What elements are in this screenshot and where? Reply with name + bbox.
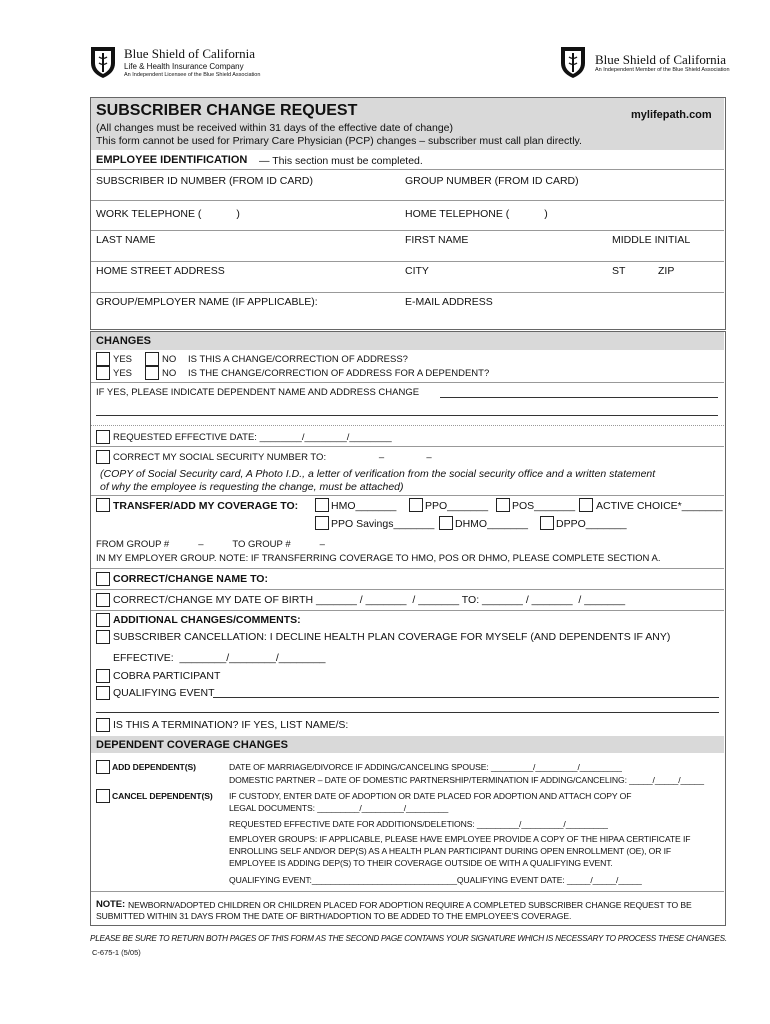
cancellation-checkbox[interactable] [96, 630, 110, 644]
dppo-checkbox[interactable] [540, 516, 554, 530]
cancel-dependent-label: CANCEL DEPENDENT(S) [112, 791, 213, 801]
dependent-yes-checkbox[interactable] [96, 366, 110, 380]
transfer-checkbox[interactable] [96, 498, 110, 512]
divider [91, 200, 724, 201]
yes-label: YES [113, 354, 133, 365]
marriage-date-field[interactable]: DATE OF MARRIAGE/DIVORCE IF ADDING/CANCELING SPOUSE: _________/_________/_________ [229, 762, 622, 772]
dhmo-label: DHMO_______ [455, 518, 528, 530]
dhmo-checkbox[interactable] [439, 516, 453, 530]
brand-line3-left: An Independent Licensee of the Blue Shield Association [124, 72, 261, 78]
header-note-2: This form cannot be used for Primary Care Physician (PCP) changes – subscriber must call plan directly. [96, 135, 582, 147]
shield-logo-icon [560, 45, 586, 79]
termination-field[interactable]: IS THIS A TERMINATION? IF YES, LIST NAME/S: [113, 719, 349, 731]
qualifying-event-checkbox[interactable] [96, 686, 110, 700]
divider [91, 446, 724, 447]
group-number-field[interactable]: GROUP NUMBER (FROM ID CARD) [405, 175, 579, 187]
change-name-checkbox[interactable] [96, 572, 110, 586]
pos-label: POS_______ [512, 500, 576, 512]
divider [91, 292, 724, 293]
termination-checkbox[interactable] [96, 718, 110, 732]
ssn-note-1: (COPY of Social Security card, A Photo I.D., a letter of verification from the social security office and a written statement [100, 468, 656, 480]
from-group-field[interactable]: FROM GROUP # – TO GROUP # – [96, 539, 325, 550]
ppo-savings-checkbox[interactable] [315, 516, 329, 530]
divider [91, 261, 724, 262]
ppo-savings-label: PPO Savings_______ [331, 518, 435, 530]
dependent-no-checkbox[interactable] [145, 366, 159, 380]
return-reminder: PLEASE BE SURE TO RETURN BOTH PAGES OF THIS FORM AS THE SECOND PAGE CONTAINS YOUR SIGNATURE WHICH IS NECESSARY TO PROCESS THESE CHANGES. [90, 934, 727, 943]
cobra-checkbox[interactable] [96, 669, 110, 683]
birth-date-checkbox[interactable] [96, 593, 110, 607]
ssn-note-2: of why the employee is requesting the change, must be attached) [100, 481, 404, 493]
note-line-2: SUBMITTED WITHIN 31 DAYS FROM THE DATE OF BIRTH/ADOPTION TO BE ADDED TO THE EMPLOYEE'S COVERAGE. [96, 911, 572, 921]
qualifying-event-label: QUALIFYING EVENT [113, 687, 215, 699]
divider [91, 425, 724, 426]
active-choice-checkbox[interactable] [579, 498, 593, 512]
divider [91, 891, 724, 892]
hmo-checkbox[interactable] [315, 498, 329, 512]
transfer-label: TRANSFER/ADD MY COVERAGE TO: [113, 500, 299, 512]
dppo-label: DPPO_______ [556, 518, 627, 530]
divider [91, 495, 724, 496]
dependent-address-input-2[interactable] [96, 415, 718, 416]
divider [91, 169, 724, 170]
active-choice-label: ACTIVE CHOICE*_______ [596, 500, 723, 512]
employer-groups-note-3: EMPLOYEE IS ADDING DEP(S) TO THEIR COVERAGE OUTSIDE OE WITH A QUALIFYING EVENT. [229, 858, 613, 868]
qualifying-event-input[interactable] [213, 697, 719, 698]
header-note-1: (All changes must be received within 31 days of the effective date of change) [96, 122, 454, 134]
email-field[interactable]: E-MAIL ADDRESS [405, 296, 493, 308]
dependent-qualifying-event-field[interactable]: QUALIFYING EVENT:_______________________________QUALIFYING EVENT DATE: _____/_____/_____ [229, 875, 642, 885]
employer-name-field[interactable]: GROUP/EMPLOYER NAME (IF APPLICABLE): [96, 296, 318, 308]
employer-groups-note-2: ENROLLING SELF AND/OR DEP(S) AS A HEALTH PLAN PARTICIPANT DURING OPEN ENROLLMENT (OE), OR IF [229, 846, 672, 856]
zip-field[interactable]: ZIP [658, 265, 675, 277]
subscriber-id-field[interactable]: SUBSCRIBER ID NUMBER (FROM ID CARD) [96, 175, 314, 187]
legal-documents-field[interactable]: LEGAL DOCUMENTS: _________/_________/_________ [229, 803, 449, 813]
divider [91, 610, 724, 611]
additional-changes-label: ADDITIONAL CHANGES/COMMENTS: [113, 614, 301, 626]
brand-line2-left: Life & Health Insurance Company [124, 62, 244, 71]
ssn-field[interactable]: CORRECT MY SOCIAL SECURITY NUMBER TO: – – [113, 452, 432, 463]
last-name-field[interactable]: LAST NAME [96, 234, 156, 246]
cancellation-effective-field[interactable]: EFFECTIVE: ________/________/________ [113, 652, 326, 664]
domestic-partner-field[interactable]: DOMESTIC PARTNER – DATE OF DOMESTIC PARTNERSHIP/TERMINATION IF ADDING/CANCELING: _____/_____/_____ [229, 775, 704, 785]
custody-note: IF CUSTODY, ENTER DATE OF ADOPTION OR DATE PLACED FOR ADOPTION AND ATTACH COPY OF [229, 791, 632, 801]
no-label: NO [162, 368, 177, 379]
brand-line2-right: An Independent Member of the Blue Shield Association [595, 67, 730, 73]
ppo-checkbox[interactable] [409, 498, 423, 512]
dependent-address-label: IF YES, PLEASE INDICATE DEPENDENT NAME AND ADDRESS CHANGE [96, 387, 420, 398]
first-name-field[interactable]: FIRST NAME [405, 234, 469, 246]
employee-section-note: — This section must be completed. [259, 155, 423, 167]
additions-effective-field[interactable]: REQUESTED EFFECTIVE DATE FOR ADDITIONS/DELETIONS: _________/_________/_________ [229, 819, 608, 829]
home-phone-field[interactable]: HOME TELEPHONE ( ) [405, 208, 548, 220]
add-dependent-label: ADD DEPENDENT(S) [112, 762, 196, 772]
qualifying-event-input-2[interactable] [96, 712, 719, 713]
changes-section-title: CHANGES [96, 335, 152, 347]
divider [91, 568, 724, 569]
street-address-field[interactable]: HOME STREET ADDRESS [96, 265, 225, 277]
dependent-address-input[interactable] [440, 397, 718, 398]
employee-section-title: EMPLOYEE IDENTIFICATION [96, 154, 248, 166]
ssn-checkbox[interactable] [96, 450, 110, 464]
city-field[interactable]: CITY [405, 265, 429, 277]
work-phone-field[interactable]: WORK TELEPHONE ( ) [96, 208, 240, 220]
cancellation-label: SUBSCRIBER CANCELLATION: I DECLINE HEALTH PLAN COVERAGE FOR MYSELF (AND DEPENDENTS IF ANY) [113, 631, 671, 643]
employer-groups-note-1: EMPLOYER GROUPS: IF APPLICABLE, PLEASE HAVE EMPLOYEE PROVIDE A COPY OF THE HIPAA CERTIFICATE IF [229, 834, 691, 844]
state-field[interactable]: ST [612, 265, 626, 277]
employer-group-note: IN MY EMPLOYER GROUP. NOTE: IF TRANSFERRING COVERAGE TO HMO, POS OR DHMO, PLEASE COMPLETE SECTION A. [96, 553, 661, 564]
add-dependent-checkbox[interactable] [96, 760, 110, 774]
hmo-label: HMO_______ [331, 500, 397, 512]
dependent-address-question: IS THE CHANGE/CORRECTION OF ADDRESS FOR A DEPENDENT? [188, 368, 490, 379]
address-yes-checkbox[interactable] [96, 352, 110, 366]
brand-name-left: Blue Shield of California [124, 46, 256, 61]
effective-date-checkbox[interactable] [96, 430, 110, 444]
note-label: NOTE: [96, 899, 126, 910]
birth-date-field[interactable]: CORRECT/CHANGE MY DATE OF BIRTH _______ / _______ / _______ TO: _______ / _______ / _______ [113, 594, 626, 606]
cancel-dependent-checkbox[interactable] [96, 789, 110, 803]
divider [91, 589, 724, 590]
form-title: SUBSCRIBER CHANGE REQUEST [96, 102, 358, 119]
change-name-label: CORRECT/CHANGE NAME TO: [113, 573, 268, 585]
yes-label: YES [113, 368, 133, 379]
website-label: mylifepath.com [631, 109, 712, 121]
dependent-section-title: DEPENDENT COVERAGE CHANGES [96, 739, 288, 751]
effective-date-field[interactable]: REQUESTED EFFECTIVE DATE: ________/________/________ [113, 432, 392, 443]
ppo-label: PPO_______ [425, 500, 489, 512]
shield-logo-icon [90, 45, 116, 79]
divider [91, 382, 724, 383]
note-line-1: NEWBORN/ADOPTED CHILDREN OR CHILDREN PLACED FOR ADOPTION REQUIRE A COMPLETED SUBSCRIBER CHANGE REQUEST TO BE [128, 900, 692, 910]
address-question: IS THIS A CHANGE/CORRECTION OF ADDRESS? [188, 354, 408, 365]
additional-changes-checkbox[interactable] [96, 613, 110, 627]
address-no-checkbox[interactable] [145, 352, 159, 366]
middle-initial-field[interactable]: MIDDLE INITIAL [612, 234, 691, 246]
form-code: C-675-1 (5/05) [92, 948, 141, 957]
divider [91, 230, 724, 231]
brand-name-right: Blue Shield of California [595, 52, 727, 67]
pos-checkbox[interactable] [496, 498, 510, 512]
changes-band [91, 332, 724, 350]
cobra-label: COBRA PARTICIPANT [113, 670, 221, 682]
no-label: NO [162, 354, 177, 365]
